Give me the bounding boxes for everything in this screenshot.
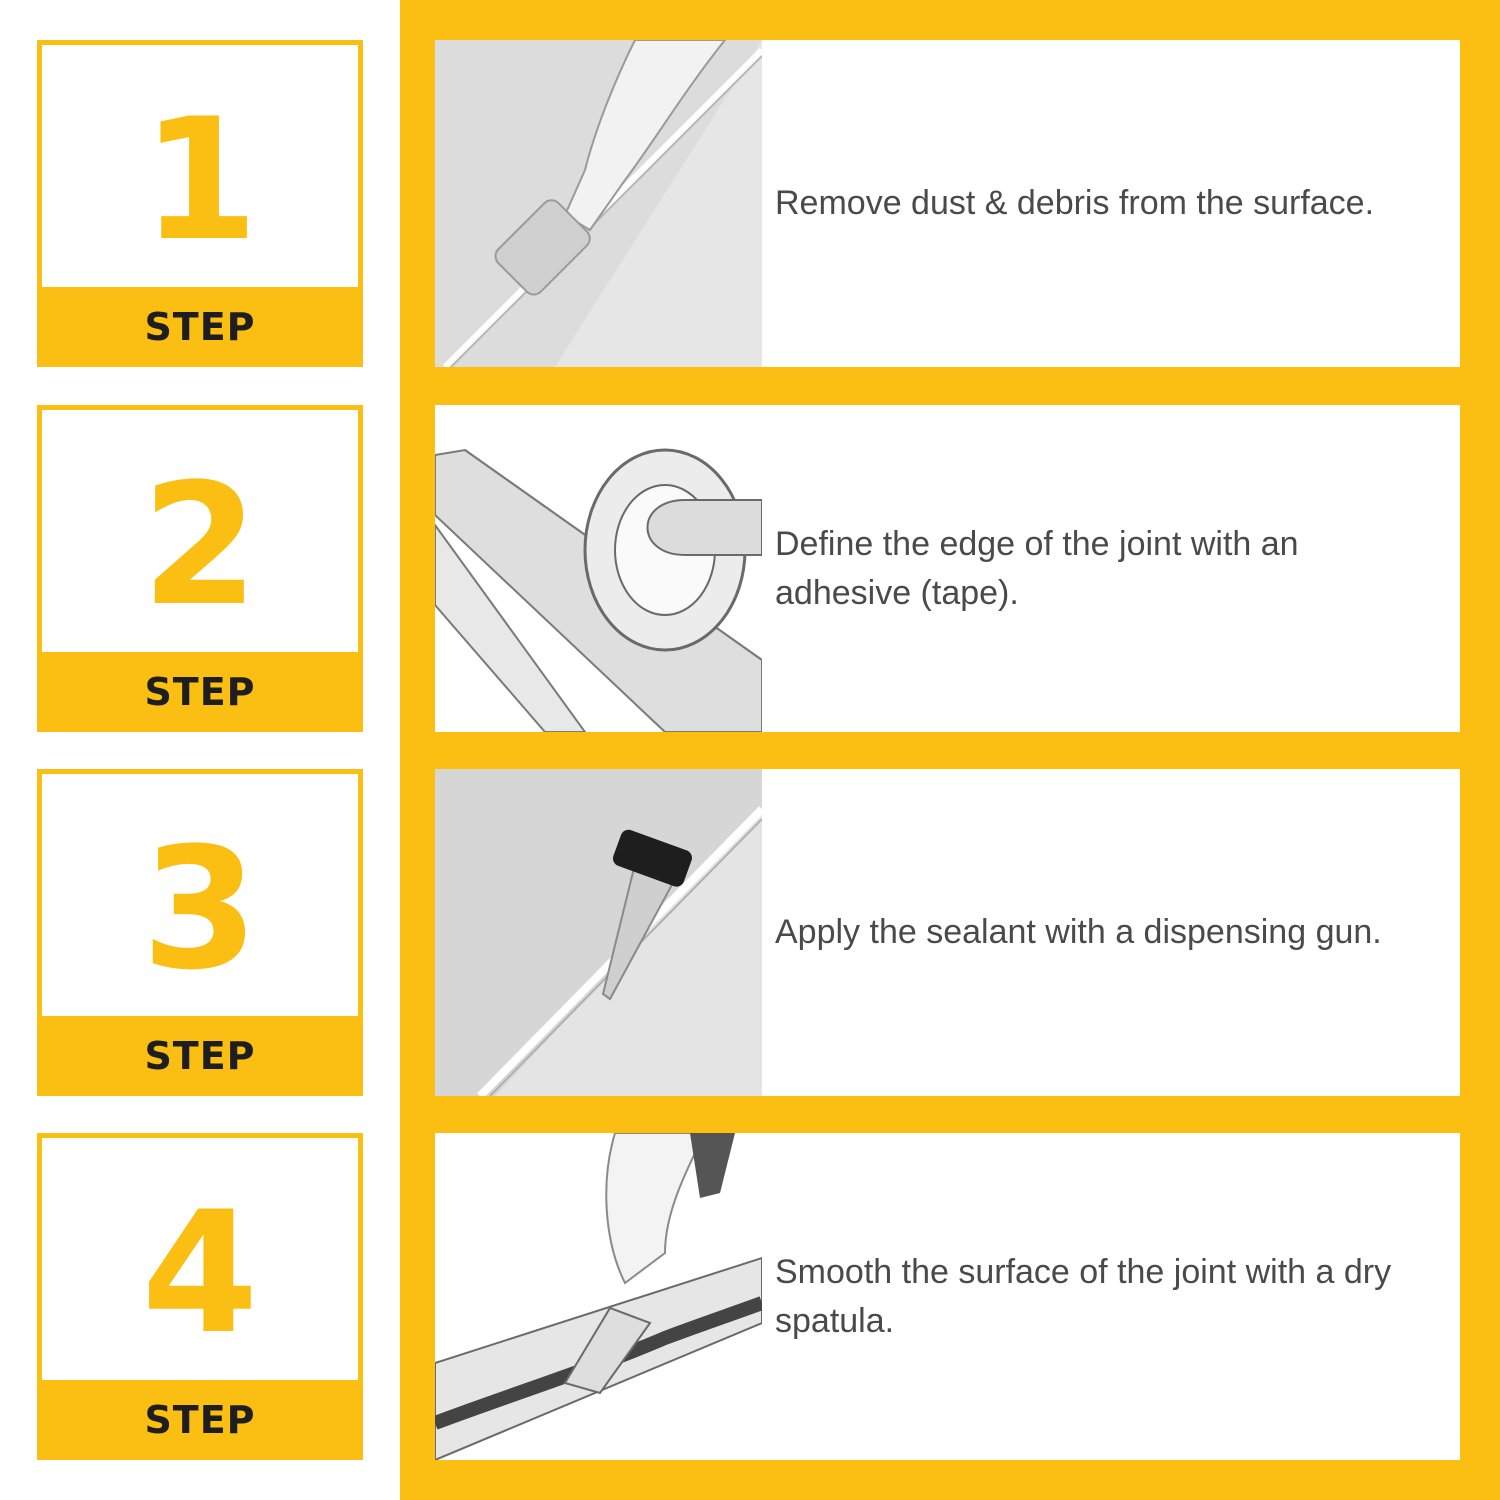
step-badge-2 (37, 405, 363, 732)
step-label-bar (42, 1016, 358, 1091)
step-number: 4 (141, 1175, 259, 1371)
step-badge-column (0, 0, 400, 1500)
step-number: 3 (141, 811, 259, 1007)
spatula-smoothing-icon (435, 1133, 762, 1460)
tape-roll-icon (435, 405, 762, 732)
sealant-nozzle-icon (435, 769, 762, 1096)
step-number: 1 (141, 82, 259, 278)
step-label: STEP (144, 1398, 256, 1442)
step-card-3 (435, 769, 1460, 1096)
step-label: STEP (144, 305, 256, 349)
step-text: Smooth the surface of the joint with a dry spatula. (775, 1252, 1392, 1340)
step-text: Remove dust & debris from the surface. (775, 184, 1375, 222)
step-badge-3 (37, 769, 363, 1096)
step-card-1 (435, 40, 1460, 367)
step-badge-4 (37, 1133, 363, 1460)
step-text: Define the edge of the joint with an adhesive (tape). (775, 524, 1299, 612)
step-number: 2 (141, 447, 259, 643)
hand-cleaning-surface-icon (435, 40, 762, 367)
step-card-4 (435, 1133, 1460, 1460)
step-label-bar (42, 652, 358, 727)
step-label-bar (42, 1380, 358, 1455)
step-card-2 (435, 405, 1460, 732)
step-label: STEP (144, 670, 256, 714)
step-text: Apply the sealant with a dispensing gun. (775, 913, 1382, 951)
step-label-bar (42, 287, 358, 362)
step-label: STEP (144, 1034, 256, 1078)
step-badge-1 (37, 40, 363, 367)
